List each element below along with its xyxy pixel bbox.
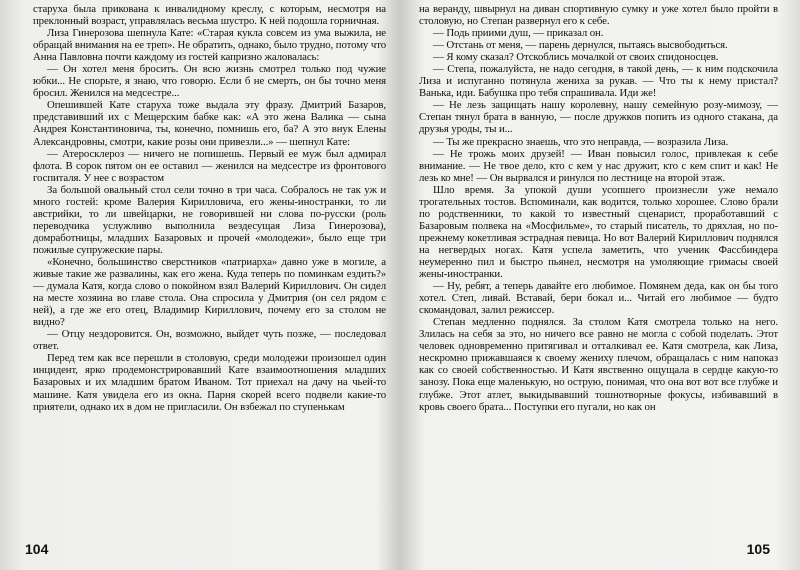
paragraph: на веранду, швырнул на диван спортивную сумку и уже хотел было пройти в столовую, но Степан развернул его к себе. bbox=[419, 3, 778, 28]
paragraph: — Подь приими душ, — приказал он. bbox=[433, 27, 604, 40]
paragraph: — Ну, ребят, а теперь давайте его любимое. Помянем деда, как он бы того хотел. Степ, ливай. Вставай, бери бокал и... Читай его любимое — будто скомандовал, залил режиссер. bbox=[419, 280, 778, 317]
paragraph: За большой овальный стол сели точно в три часа. Собралось не так уж и много гостей: кроме Валерия Кирилловича, его жены-иностранки, то ли австрийки, то ли швейцарки, не говорившей ни слова по-русски (роль переводчика услужливо выполнила вездесущая Лиза Гинерозова), домработницы, младших Базаровых и прочей «молодежи», было еще три пожилые супружеские пары. bbox=[33, 183, 386, 256]
right-page-text bbox=[419, 3, 778, 413]
paragraph: — Отстань от меня, — парень дернулся, пытаясь высвободиться. bbox=[433, 39, 728, 52]
page-number: 105 bbox=[746, 541, 770, 557]
paragraph: Перед тем как все перешли в столовую, среди молодежи произошел один инцидент, ярко продемонстрировавший Кате взаимоотношения младших Базаровых и их младшим братом Иваном. Тот приехал на дачу на чьей-то машине. Катя увидела его из окна. Парня скорей всего подвели какие-то приятели, однако их в дом не пригласили. Он взбежал по ступенькам bbox=[33, 352, 386, 413]
paragraph: «Конечно, большинство сверстников «патриарха» давно уже в могиле, а живые такие же развалины, как его жена. Куда теперь по поминкам ездить?» — думала Катя, когда слово о покойном взял Валерий Кириллович. Он сидел на месте хозяина во главе стола. Она спросила у Дмитрия (он сел рядом с ней), а где же его отец, Владимир Кириллович, почему его за столом не видно? bbox=[33, 255, 386, 329]
paragraph: Шло время. За упокой души усопшего произнесли уже немало трогательных тостов. Вспоминали, как водится, только хорошее. Слово брали по родственники, то какой то известный сценарист, проработавший с Базаровым полвека на «Мосфильме», то старый писатель, то дряхлая, но по-прежнему кокетливая эстрадная певица. Но вот Валерий Кириллович поднялся на негвердых ногах. Катя успела заметить, что ученик Фассбиндера неумеренно пил и быстро пьянел, несмотря на умоляющие гримасы своей жены-иностранки. bbox=[419, 183, 778, 281]
paragraph: — Степа, пожалуйста, не надо сегодня, в такой день, — к ним подскочила Лиза и испуганно потянула жениха за рукав. — Что ты к нему пристал? Ванька, иди. Бабушка про тебя спрашивала. Иди же! bbox=[419, 63, 778, 100]
paragraph: — Он хотел меня бросить. Он всю жизнь смотрел только под чужие юбки... Не спорьте, я знаю, что говорю. Если б не смерть, он бы точно меня бросил. Женился на медсестре... bbox=[33, 63, 386, 100]
paragraph: Опешившей Кате старуха тоже выдала эту фразу. Дмитрий Базаров, представивший их с Мещерским бабке как: «А это жена Валика — сына Андрея Константиновича, ты, конечно, помнишь его, ба? А это внук Елены Александровны, смотри, какие розы они привезли...» — шепнул Кате: bbox=[33, 99, 386, 148]
paragraph: Степан медленно поднялся. За столом Катя смотрела только на него. Злилась на себя за это, но ничего все равно не могла с собой поделать. Этот человек одновременно притягивал и отталкивал ее. Катя смотрела, как Лиза, нескромно прижавшаяся к своему жениху плечом, обращалась с ним напоказ как со своей собственностью. И Катя явственно ощущала в сердце какую-то занозу. Пока еще маленькую, но острую, понимая, что она вот вот все глубже и глубже. Этот атлет, выкидывавший тошнотворные фокусы, избивавший в кровь своего брата... Поступки его пугали, но как он bbox=[419, 316, 778, 413]
paragraph: — Не лезь защищать нашу королевну, нашу семейную розу-мимозу, — Степан тянул брата в ванную, — после дружков попить из одного стакана, да друзья уроды, ты и... bbox=[419, 99, 778, 136]
paragraph: — Не трожь моих друзей! — Иван повысил голос, привлекая к себе внимание. — Не твое дело, кто с кем у нас дружит, кто с кем спит и как! Не лезь ко мне! — Он вырвался и ринулся по лестнице на второй этаж. bbox=[419, 147, 778, 184]
paragraph: — Ты же прекрасно знаешь, что это неправда, — возразила Лиза. bbox=[433, 135, 729, 148]
right-page bbox=[400, 0, 800, 570]
left-page-text bbox=[33, 3, 386, 413]
paragraph: Лиза Гинерозова шепнула Кате: «Старая кукла совсем из ума выжила, не обращай внимания на ее треп». Не обратить, однако, было трудно, потому что Анна Павловна почти каждому из гостей капризно жаловалась: bbox=[33, 27, 386, 64]
paragraph: — Отцу нездоровится. Он, возможно, выйдет чуть позже, — последовал ответ. bbox=[33, 328, 386, 353]
paragraph: — Я кому сказал? Отскоблись мочалкой от своих спидоносцев. bbox=[433, 51, 719, 64]
paragraph: — Атеросклероз — ничего не попишешь. Первый ее муж был адмирал флота. В сорок пятом он ее оставил — женился на медсестре из фронтового госпиталя. У нее с возрастом bbox=[33, 147, 386, 184]
page-number: 104 bbox=[25, 541, 49, 557]
paragraph: старуха была прикована к инвалидному креслу, с которым, несмотря на преклонный возраст, управлялась весьма шустро. К ней подошла горничная. bbox=[33, 3, 386, 28]
